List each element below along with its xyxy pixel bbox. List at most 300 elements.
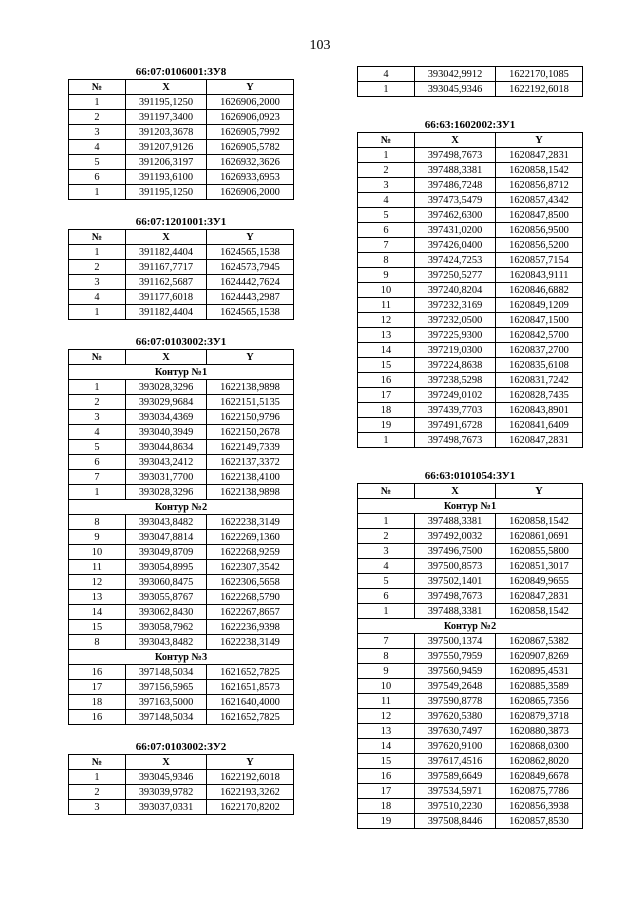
table-row [358,433,583,448]
left-column [68,66,294,815]
x-coordinate: 397249,0102 [415,388,496,403]
y-coordinate: 1620879,3718 [496,709,583,724]
y-coordinate: 1620831,7242 [496,373,583,388]
header-y: Y [207,350,294,365]
x-coordinate: 393045,9346 [126,770,207,785]
x-coordinate: 393028,3296 [126,380,207,395]
table-row [358,649,583,664]
coordinate-table-block [68,336,294,725]
table-row [69,800,294,815]
y-coordinate: 1626932,3626 [207,155,294,170]
header-number: № [69,80,126,95]
x-coordinate: 397590,8778 [415,694,496,709]
table-title: 66:07:0103002:ЗУ2 [135,741,227,753]
y-coordinate: 1620856,5200 [496,238,583,253]
point-number: 13 [358,724,415,739]
x-coordinate: 397426,0400 [415,238,496,253]
y-coordinate: 1620861,0691 [496,529,583,544]
x-coordinate: 393028,3296 [126,485,207,500]
x-coordinate: 397617,4516 [415,754,496,769]
y-coordinate: 1622138,9898 [207,380,294,395]
x-coordinate: 397488,3381 [415,604,496,619]
page-number: 103 [309,38,331,53]
table-row [358,604,583,619]
point-number: 11 [358,298,415,313]
table-row [69,440,294,455]
table-row [358,589,583,604]
x-coordinate: 391197,3400 [126,110,207,125]
table-row [69,110,294,125]
header-x: X [126,80,207,95]
table-row [358,163,583,178]
x-coordinate: 397496,7500 [415,544,496,559]
table-row [358,67,583,82]
x-coordinate: 391167,7717 [126,260,207,275]
table-row [358,283,583,298]
x-coordinate: 397498,7673 [415,433,496,448]
table-row [358,514,583,529]
point-number: 17 [358,784,415,799]
table-row [69,170,294,185]
y-coordinate: 1620849,9655 [496,574,583,589]
y-coordinate: 1620875,7786 [496,784,583,799]
point-number: 6 [358,589,415,604]
x-coordinate: 397560,9459 [415,664,496,679]
header-y: Y [207,230,294,245]
table-row [69,95,294,110]
point-number: 12 [358,709,415,724]
table-row [69,395,294,410]
header-number: № [358,133,415,148]
y-coordinate: 1624565,1538 [207,245,294,260]
table-row [69,155,294,170]
x-coordinate: 393060,8475 [126,575,207,590]
y-coordinate: 1622150,2678 [207,425,294,440]
table-header-row [69,755,294,770]
coordinate-table-block [357,119,583,448]
y-coordinate: 1626933,6953 [207,170,294,185]
table-row [69,620,294,635]
table-title: 66:63:0101054:ЗУ1 [424,470,516,482]
x-coordinate: 397549,2648 [415,679,496,694]
x-coordinate: 393055,8767 [126,590,207,605]
table-row [69,575,294,590]
x-coordinate: 397148,5034 [126,665,207,680]
point-number: 2 [358,529,415,544]
y-coordinate: 1622268,9259 [207,545,294,560]
y-coordinate: 1620843,8901 [496,403,583,418]
header-number: № [69,230,126,245]
point-number: 1 [69,485,126,500]
x-coordinate: 397163,5000 [126,695,207,710]
header-y: Y [207,80,294,95]
point-number: 2 [69,260,126,275]
x-coordinate: 397620,9100 [415,739,496,754]
table-title: 66:07:0106001:ЗУ8 [135,66,227,78]
point-number: 8 [358,253,415,268]
x-coordinate: 393029,9684 [126,395,207,410]
point-number: 13 [69,590,126,605]
x-coordinate: 397224,8638 [415,358,496,373]
x-coordinate: 391206,3197 [126,155,207,170]
x-coordinate: 393062,8430 [126,605,207,620]
table-header-row [358,133,583,148]
y-coordinate: 1626906,2000 [207,95,294,110]
coordinate-table-block [68,66,294,200]
x-coordinate: 397500,8573 [415,559,496,574]
point-number: 9 [69,530,126,545]
right-column [357,66,583,829]
coordinate-table [68,229,294,320]
point-number: 1 [358,604,415,619]
point-number: 5 [358,574,415,589]
y-coordinate: 1621652,7825 [207,710,294,725]
point-number: 2 [69,110,126,125]
point-number: 1 [69,245,126,260]
y-coordinate: 1620895,4531 [496,664,583,679]
x-coordinate: 391195,1250 [126,185,207,200]
y-coordinate: 1620847,2831 [496,589,583,604]
y-coordinate: 1620835,6108 [496,358,583,373]
point-number: 11 [69,560,126,575]
point-number: 1 [358,148,415,163]
y-coordinate: 1620828,7435 [496,388,583,403]
table-row [358,664,583,679]
y-coordinate: 1620847,1500 [496,313,583,328]
y-coordinate: 1620907,8269 [496,649,583,664]
y-coordinate: 1626906,2000 [207,185,294,200]
point-number: 12 [358,313,415,328]
point-number: 4 [358,559,415,574]
x-coordinate: 393058,7962 [126,620,207,635]
y-coordinate: 1620867,5382 [496,634,583,649]
y-coordinate: 1621652,7825 [207,665,294,680]
table-row [69,140,294,155]
y-coordinate: 1622236,9398 [207,620,294,635]
table-row [69,515,294,530]
point-number: 18 [358,799,415,814]
table-row [69,635,294,650]
x-coordinate: 393044,8634 [126,440,207,455]
y-coordinate: 1626905,7992 [207,125,294,140]
x-coordinate: 397462,6300 [415,208,496,223]
contour-label: Контур №1 [358,499,583,514]
contour-row [69,500,294,515]
header-y: Y [496,133,583,148]
point-number: 7 [358,634,415,649]
contour-label: Контур №3 [69,650,294,665]
point-number: 9 [358,664,415,679]
y-coordinate: 1622238,3149 [207,635,294,650]
point-number: 17 [69,680,126,695]
point-number: 3 [69,800,126,815]
y-coordinate: 1620849,1209 [496,298,583,313]
contour-row [358,619,583,634]
y-coordinate: 1622170,8202 [207,800,294,815]
x-coordinate: 397589,6649 [415,769,496,784]
x-coordinate: 397508,8446 [415,814,496,829]
x-coordinate: 397620,5380 [415,709,496,724]
x-coordinate: 397500,1374 [415,634,496,649]
y-coordinate: 1620843,9111 [496,268,583,283]
y-coordinate: 1620862,8020 [496,754,583,769]
x-coordinate: 397488,3381 [415,514,496,529]
y-coordinate: 1620885,3589 [496,679,583,694]
table-row [69,275,294,290]
point-number: 4 [69,425,126,440]
point-number: 3 [358,178,415,193]
table-row [358,328,583,343]
y-coordinate: 1624442,7624 [207,275,294,290]
table-row [69,665,294,680]
point-number: 18 [69,695,126,710]
x-coordinate: 397156,5965 [126,680,207,695]
x-coordinate: 397473,5479 [415,193,496,208]
coordinate-table [68,754,294,815]
x-coordinate: 397148,5034 [126,710,207,725]
point-number: 5 [69,440,126,455]
x-coordinate: 393031,7700 [126,470,207,485]
y-coordinate: 1620857,8530 [496,814,583,829]
table-row [358,544,583,559]
table-row [358,298,583,313]
header-x: X [415,133,496,148]
coordinate-table-block [357,66,583,97]
table-header-row [69,230,294,245]
x-coordinate: 391162,5687 [126,275,207,290]
point-number: 19 [358,814,415,829]
y-coordinate: 1620857,4342 [496,193,583,208]
x-coordinate: 393047,8814 [126,530,207,545]
x-coordinate: 391177,6018 [126,290,207,305]
point-number: 10 [358,283,415,298]
point-number: 8 [69,515,126,530]
table-row [69,680,294,695]
y-coordinate: 1620856,3938 [496,799,583,814]
table-row [358,634,583,649]
table-row [358,388,583,403]
x-coordinate: 393034,4369 [126,410,207,425]
table-title: 66:07:1201001:ЗУ1 [135,216,227,228]
y-coordinate: 1622269,1360 [207,530,294,545]
point-number: 10 [358,679,415,694]
coordinate-table [68,349,294,725]
point-number: 14 [358,343,415,358]
header-number: № [69,755,126,770]
point-number: 10 [69,545,126,560]
y-coordinate: 1620858,1542 [496,163,583,178]
y-coordinate: 1620858,1542 [496,604,583,619]
table-row [69,605,294,620]
y-coordinate: 1622238,3149 [207,515,294,530]
point-number: 16 [69,665,126,680]
point-number: 2 [69,785,126,800]
table-row [358,814,583,829]
x-coordinate: 397630,7497 [415,724,496,739]
point-number: 1 [69,380,126,395]
point-number: 15 [358,754,415,769]
point-number: 8 [69,635,126,650]
table-row [358,694,583,709]
y-coordinate: 1622138,4100 [207,470,294,485]
y-coordinate: 1620865,7356 [496,694,583,709]
point-number: 4 [358,67,415,82]
x-coordinate: 397488,3381 [415,163,496,178]
table-row [358,739,583,754]
y-coordinate: 1622150,9796 [207,410,294,425]
table-row [69,590,294,605]
y-coordinate: 1620849,6678 [496,769,583,784]
point-number: 3 [69,275,126,290]
y-coordinate: 1622192,6018 [496,82,583,97]
point-number: 15 [358,358,415,373]
x-coordinate: 397225,9300 [415,328,496,343]
x-coordinate: 397498,7673 [415,148,496,163]
table-row [69,425,294,440]
table-title: 66:63:1602002:ЗУ1 [424,119,516,131]
y-coordinate: 1620856,9500 [496,223,583,238]
point-number: 7 [358,238,415,253]
coordinate-table [357,132,583,448]
point-number: 3 [69,410,126,425]
table-row [69,695,294,710]
table-row [358,799,583,814]
point-number: 4 [358,193,415,208]
y-coordinate: 1620857,7154 [496,253,583,268]
table-row [69,125,294,140]
point-number: 3 [69,125,126,140]
table-row [358,709,583,724]
point-number: 18 [358,403,415,418]
table-row [69,530,294,545]
y-coordinate: 1622151,5135 [207,395,294,410]
point-number: 2 [69,395,126,410]
table-row [69,770,294,785]
y-coordinate: 1622307,3542 [207,560,294,575]
point-number: 4 [69,140,126,155]
x-coordinate: 397238,5298 [415,373,496,388]
point-number: 16 [358,373,415,388]
x-coordinate: 397491,6728 [415,418,496,433]
y-coordinate: 1626906,0923 [207,110,294,125]
point-number: 13 [358,328,415,343]
table-row [358,373,583,388]
x-coordinate: 397534,5971 [415,784,496,799]
y-coordinate: 1624565,1538 [207,305,294,320]
coordinate-table [68,79,294,200]
table-row [358,418,583,433]
x-coordinate: 391193,6100 [126,170,207,185]
x-coordinate: 397250,5277 [415,268,496,283]
point-number: 6 [69,455,126,470]
point-number: 5 [358,208,415,223]
x-coordinate: 397219,0300 [415,343,496,358]
coordinate-table [357,66,583,97]
y-coordinate: 1626905,5782 [207,140,294,155]
header-x: X [415,484,496,499]
y-coordinate: 1621640,4000 [207,695,294,710]
table-row [358,223,583,238]
y-coordinate: 1620841,6409 [496,418,583,433]
table-title: 66:07:0103002:ЗУ1 [135,336,227,348]
table-row [69,710,294,725]
contour-row [69,650,294,665]
header-y: Y [496,484,583,499]
contour-label: Контур №2 [69,500,294,515]
point-number: 12 [69,575,126,590]
table-row [358,754,583,769]
table-row [69,245,294,260]
point-number: 16 [69,710,126,725]
table-row [358,559,583,574]
table-row [69,260,294,275]
x-coordinate: 397232,3169 [415,298,496,313]
table-row [69,455,294,470]
point-number: 1 [69,305,126,320]
table-row [358,769,583,784]
x-coordinate: 397424,7253 [415,253,496,268]
point-number: 19 [358,418,415,433]
point-number: 14 [69,605,126,620]
point-number: 1 [69,95,126,110]
table-row [358,253,583,268]
contour-row [358,499,583,514]
table-row [69,290,294,305]
y-coordinate: 1620847,8500 [496,208,583,223]
header-x: X [126,350,207,365]
table-row [358,358,583,373]
table-row [69,485,294,500]
x-coordinate: 393037,0331 [126,800,207,815]
point-number: 3 [358,544,415,559]
y-coordinate: 1622137,3372 [207,455,294,470]
x-coordinate: 393040,3949 [126,425,207,440]
table-row [358,178,583,193]
y-coordinate: 1620855,5800 [496,544,583,559]
y-coordinate: 1620847,2831 [496,433,583,448]
y-coordinate: 1620846,6882 [496,283,583,298]
x-coordinate: 391182,4404 [126,305,207,320]
x-coordinate: 397510,2230 [415,799,496,814]
y-coordinate: 1620868,0300 [496,739,583,754]
y-coordinate: 1622170,1085 [496,67,583,82]
x-coordinate: 393043,2412 [126,455,207,470]
coordinate-table [357,483,583,829]
point-number: 4 [69,290,126,305]
x-coordinate: 397232,0500 [415,313,496,328]
coordinate-table-block [68,741,294,815]
point-number: 6 [358,223,415,238]
table-header-row [69,80,294,95]
coordinate-table-block [68,216,294,320]
point-number: 17 [358,388,415,403]
y-coordinate: 1622306,5658 [207,575,294,590]
table-row [358,238,583,253]
table-row [69,545,294,560]
x-coordinate: 397486,7248 [415,178,496,193]
y-coordinate: 1620856,8712 [496,178,583,193]
point-number: 11 [358,694,415,709]
x-coordinate: 391182,4404 [126,245,207,260]
y-coordinate: 1620847,2831 [496,148,583,163]
x-coordinate: 393049,8709 [126,545,207,560]
table-row [358,208,583,223]
table-row [69,560,294,575]
header-x: X [126,755,207,770]
x-coordinate: 397439,7703 [415,403,496,418]
table-header-row [358,484,583,499]
x-coordinate: 391207,9126 [126,140,207,155]
